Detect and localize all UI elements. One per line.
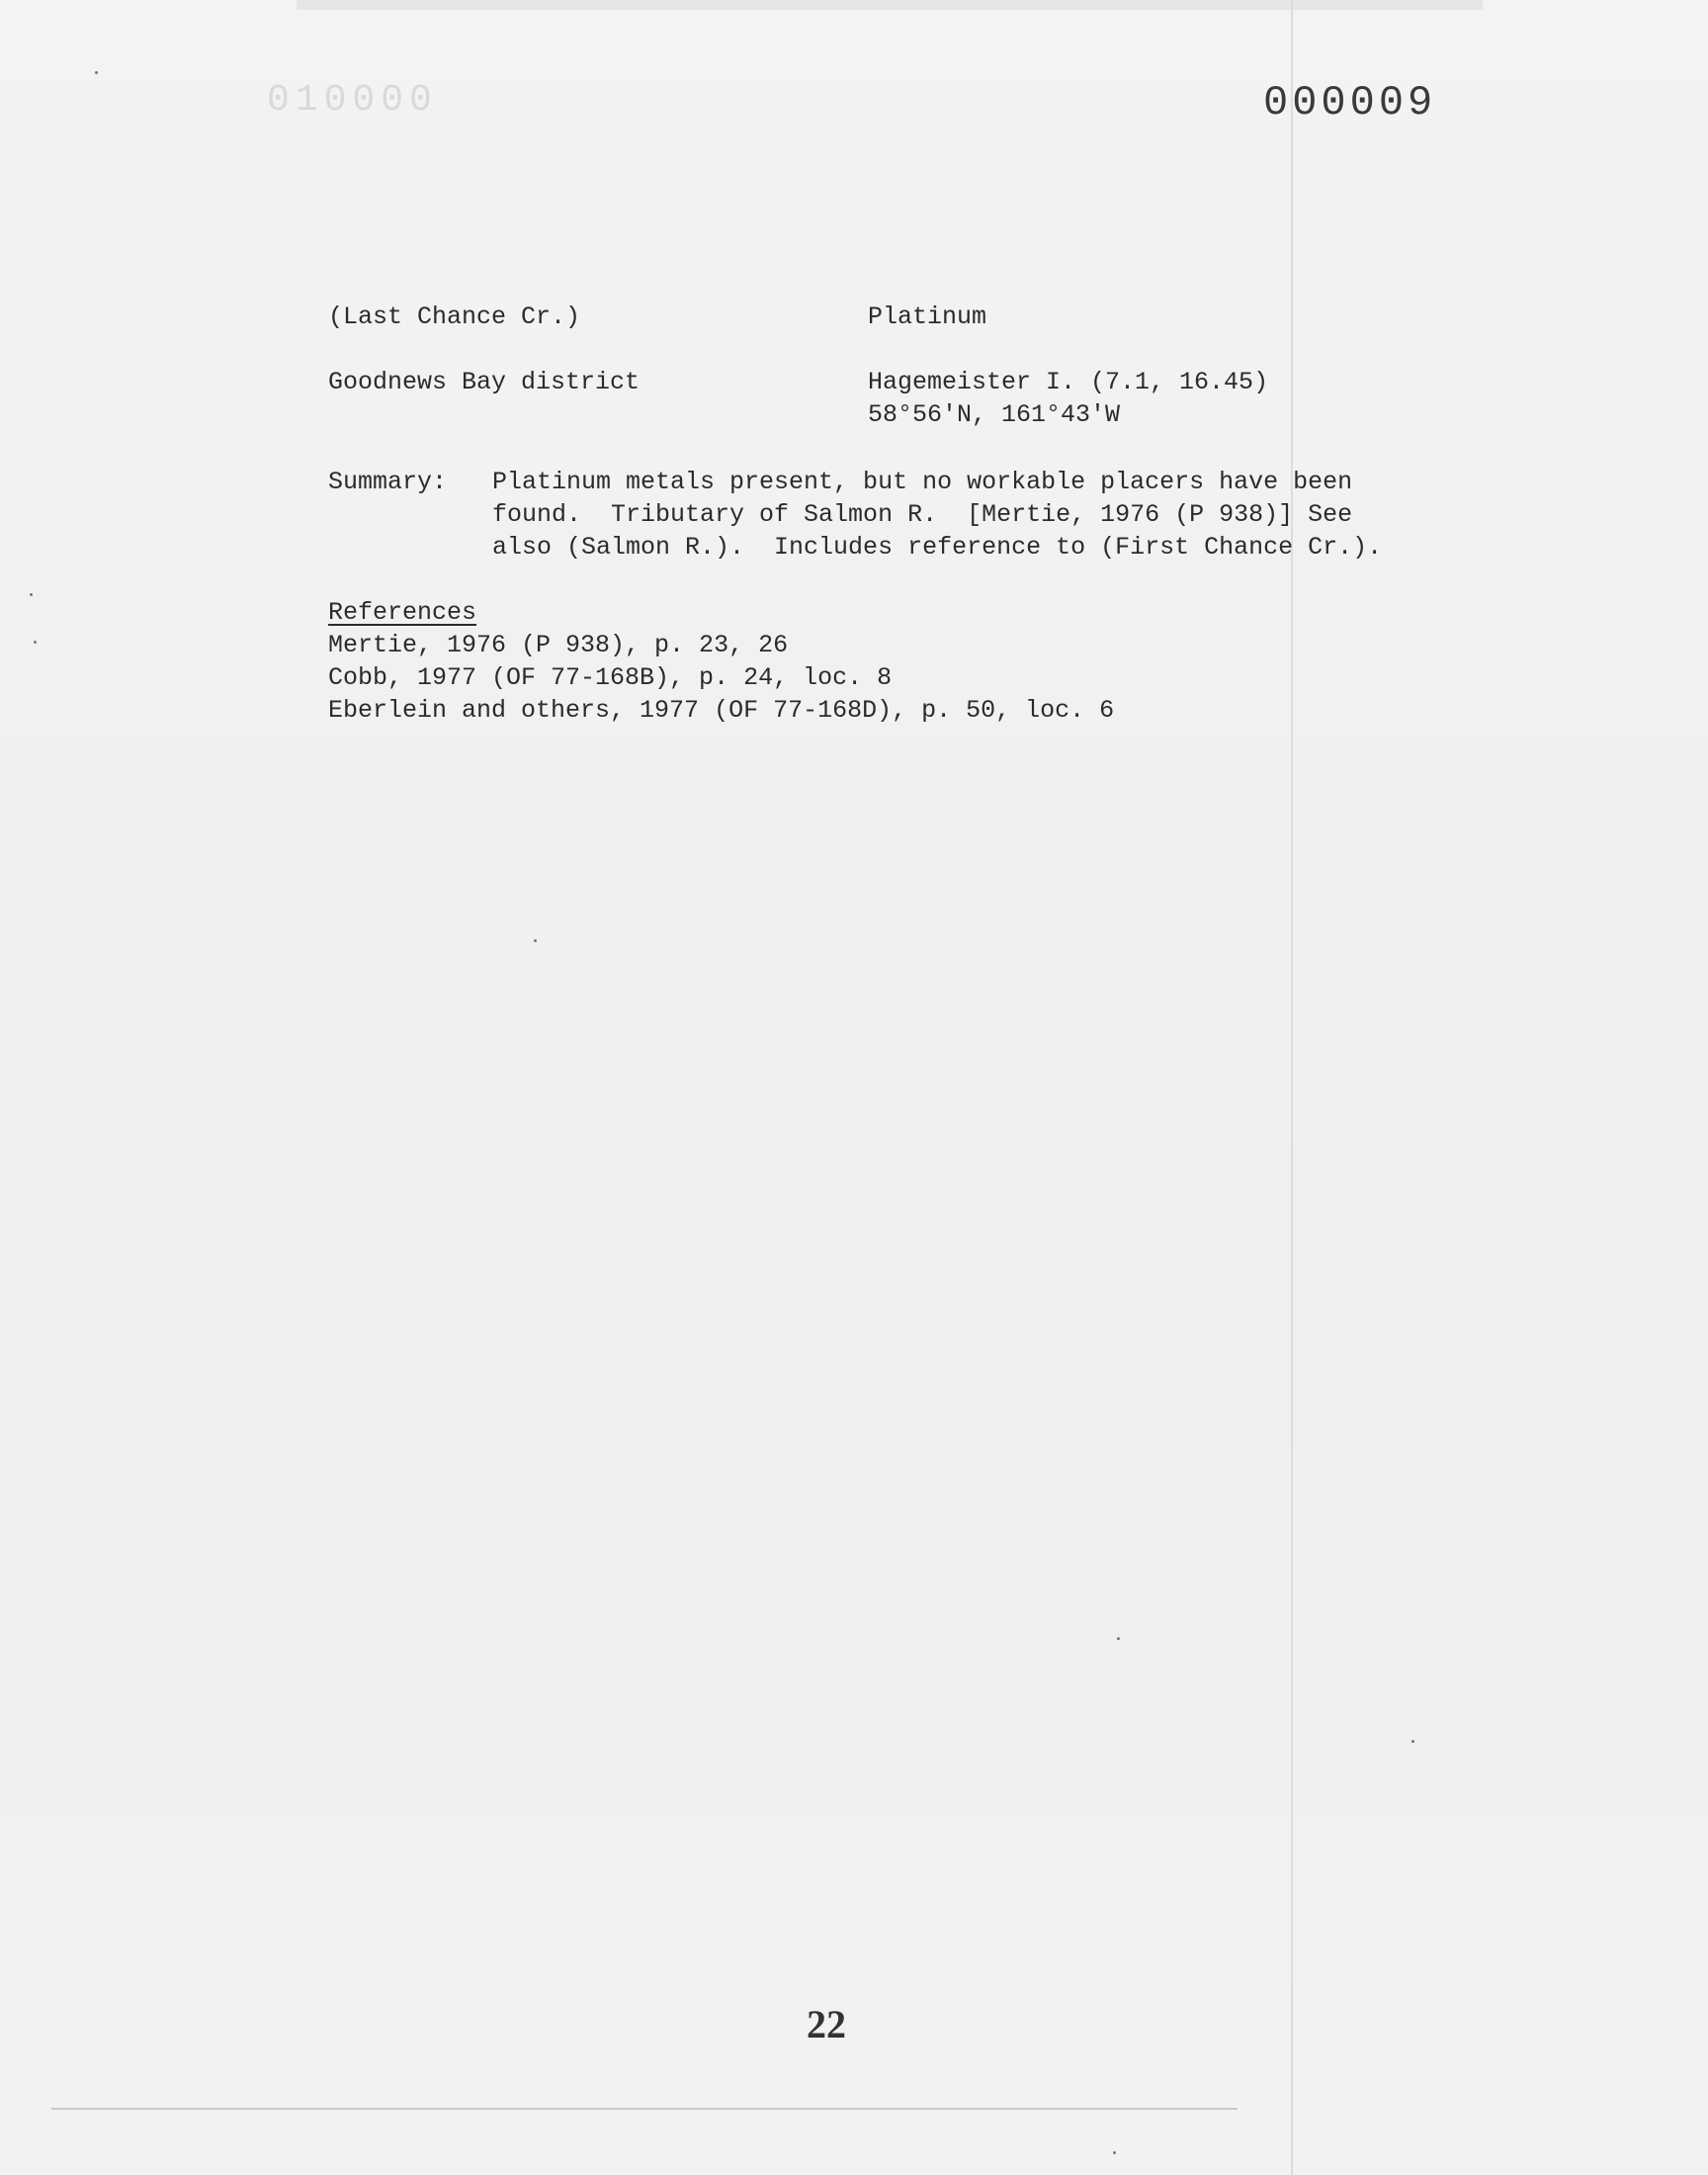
faint-stamp: 010000 <box>267 79 438 122</box>
summary-line: Platinum metals present, but no workable placers have been <box>492 468 1353 496</box>
scan-speck <box>534 939 537 942</box>
coordinates: 58°56'N, 161°43'W <box>868 400 1121 429</box>
scan-speck <box>1117 1637 1120 1640</box>
quadrangle: Hagemeister I. (7.1, 16.45) <box>868 368 1269 396</box>
scan-speck <box>95 71 98 74</box>
reference-item: Eberlein and others, 1977 (OF 77-168D), p. 50, loc. 6 <box>328 696 1115 725</box>
scan-speck <box>30 593 33 596</box>
locality-name: (Last Chance Cr.) <box>328 303 581 331</box>
scan-speck <box>34 641 37 644</box>
commodity: Platinum <box>868 303 987 331</box>
page-fold-line <box>1291 0 1293 2175</box>
scan-top-edge <box>297 0 1483 10</box>
page-number: 22 <box>807 2002 846 2046</box>
reference-item: Mertie, 1976 (P 938), p. 23, 26 <box>328 631 789 659</box>
document-id-stamp: 000009 <box>1263 79 1437 127</box>
scan-speck <box>1411 1740 1414 1743</box>
scan-speck <box>1113 2151 1116 2154</box>
district: Goodnews Bay district <box>328 368 640 396</box>
summary-label: Summary: <box>328 468 448 496</box>
scan-bottom-edge <box>51 2108 1238 2110</box>
summary-line: found. Tributary of Salmon R. [Mertie, 1976 (P 938)] See <box>492 500 1353 529</box>
references-heading: References <box>328 598 477 627</box>
summary-line: also (Salmon R.). Includes reference to (First Chance Cr.). <box>492 533 1383 562</box>
reference-item: Cobb, 1977 (OF 77-168B), p. 24, loc. 8 <box>328 663 893 692</box>
